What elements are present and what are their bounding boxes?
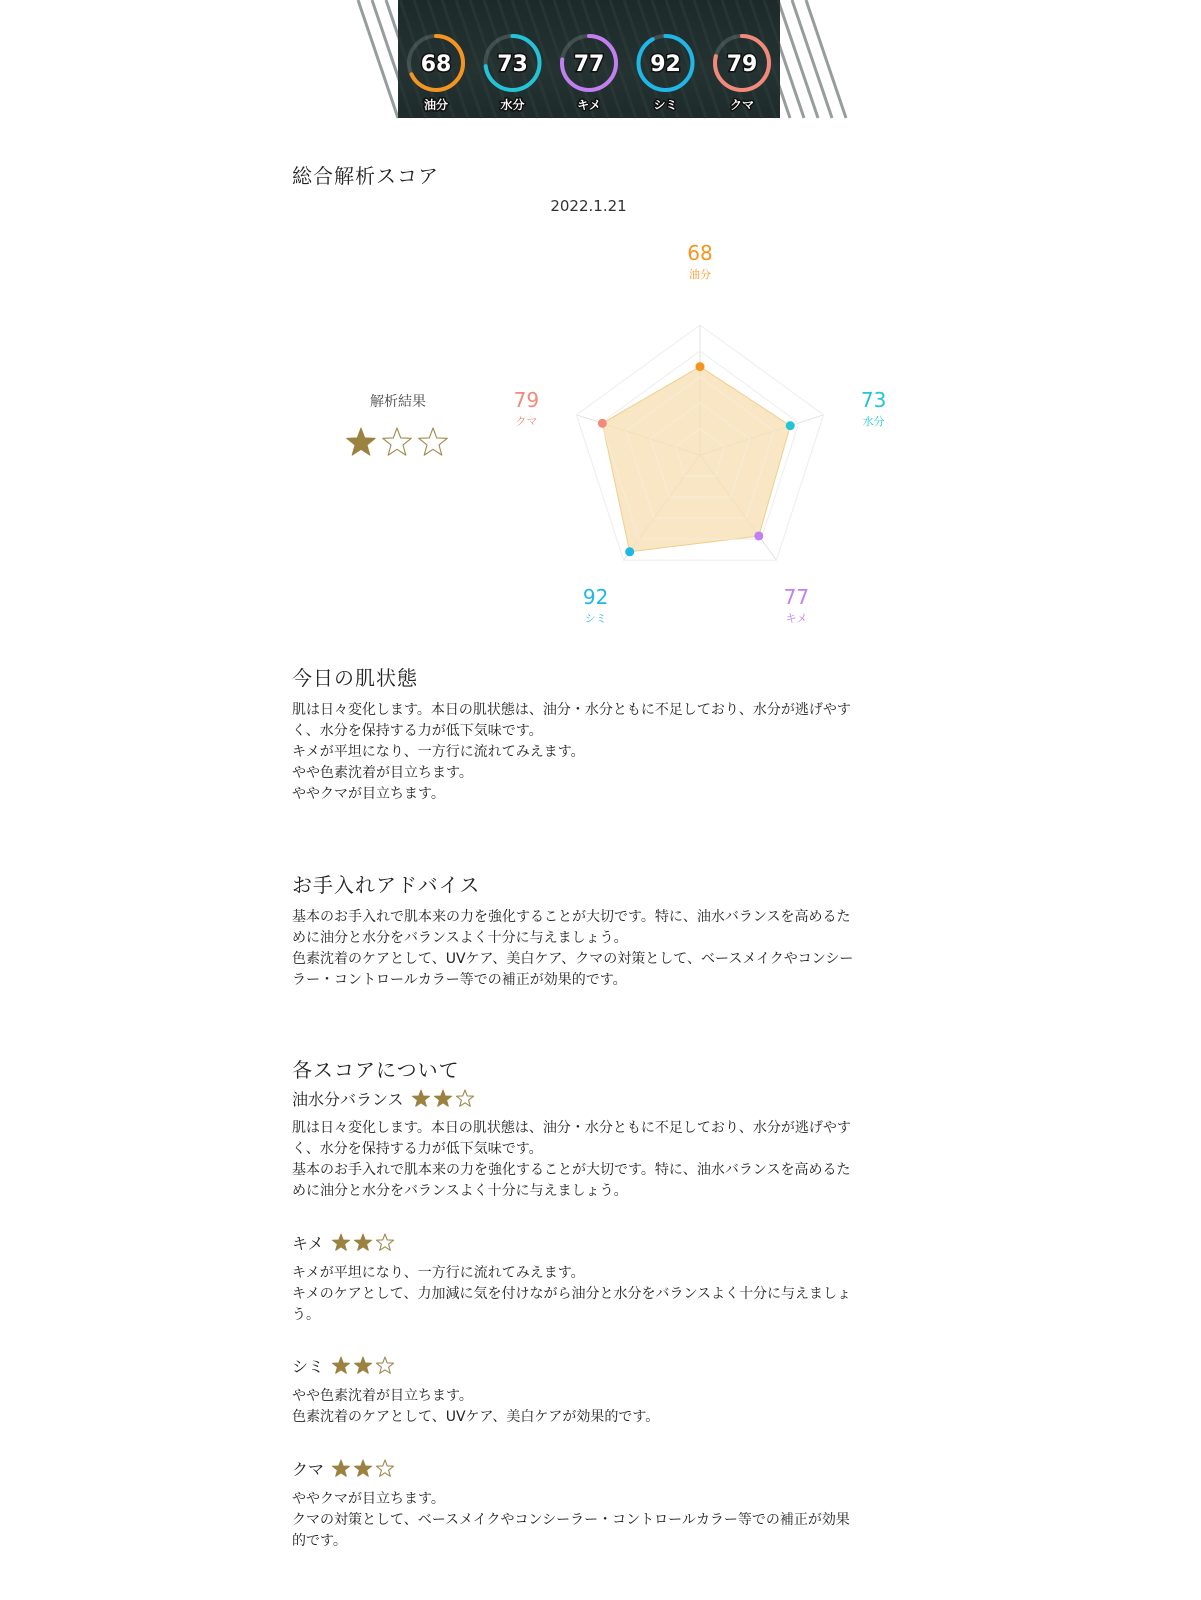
hero-score-ring [639, 36, 693, 112]
oil-water-text [292, 1118, 892, 1202]
kuma-line: ややクマが目立ちます。 [292, 1491, 445, 1507]
radar-series-area [602, 367, 790, 552]
hero-score-label: クマ [729, 98, 755, 112]
radar-value-label: 68 [687, 241, 713, 265]
skin-today-line: 肌は日々変化します。本日の肌状態は、油分・水分ともに不足しており、水分が逃げやす [292, 702, 851, 718]
star-filled-icon [332, 1357, 349, 1373]
skin-today-line: ややクマが目立ちます。 [292, 786, 445, 802]
skin-today-line: く、水分を保持する力が低下気味です。 [292, 723, 543, 739]
star-filled-icon [412, 1090, 429, 1106]
score-item-name: クマ [292, 1460, 325, 1479]
score-item-shimi [292, 1354, 396, 1377]
star-empty-icon [419, 428, 448, 455]
score-item-kuma [292, 1457, 396, 1480]
overall-rating-stars [344, 424, 454, 468]
radar-value-label: 79 [513, 387, 540, 412]
radar-point-キメ [754, 531, 763, 540]
radar-value-label: 77 [783, 585, 810, 610]
radar-axis-label: 油分 [689, 268, 711, 281]
radar-axis-label: クマ [515, 414, 538, 428]
radar-axis-label: キメ [785, 612, 808, 626]
hero-score-label: 油分 [423, 98, 449, 112]
radar-value-label: 92 [582, 585, 609, 610]
oil-water-line: 肌は日々変化します。本日の肌状態は、油分・水分ともに不足しており、水分が逃げやす [292, 1120, 851, 1136]
result-label: 解析結果 [370, 394, 426, 410]
advice-line: 基本のお手入れで肌本来の力を強化することが大切です。特に、油水バランスを高めるた [292, 909, 851, 925]
star-filled-icon [354, 1460, 371, 1476]
rating-stars [330, 1232, 396, 1254]
oil-water-line: 基本のお手入れで肌本来の力を強化することが大切です。特に、油水バランスを高めるた [292, 1162, 851, 1178]
hero-score-value: 79 [726, 52, 758, 77]
hero-score-label: シミ [653, 98, 678, 112]
radar-value-label: 73 [860, 387, 887, 412]
oil-water-line: く、水分を保持する力が低下気味です。 [292, 1141, 543, 1157]
score-item-name: 油水分バランス [292, 1090, 404, 1109]
score-item-name: キメ [292, 1234, 324, 1253]
score-item-oil-water [292, 1087, 476, 1110]
shimi-line: やや色素沈着が目立ちます。 [292, 1388, 473, 1404]
overall-score-title: 総合解析スコア [292, 164, 439, 188]
star-empty-icon [376, 1357, 393, 1373]
star-empty-icon [376, 1234, 393, 1250]
radar-point-水分 [786, 421, 795, 430]
analysis-date: 2022.1.21 [550, 197, 627, 215]
rating-stars [410, 1088, 476, 1110]
advice-line: ラー・コントロールカラー等での補正が効果的です。 [292, 972, 627, 988]
star-filled-icon [332, 1234, 349, 1250]
radar-axis-label: 水分 [862, 414, 885, 428]
kuma-text [292, 1489, 892, 1552]
skin-today-line: やや色素沈着が目立ちます。 [292, 765, 473, 781]
star-empty-icon [383, 428, 412, 455]
shimi-text [292, 1386, 892, 1428]
radar-point-クマ [598, 419, 607, 428]
kime-line: キメのケアとして、力加減に気を付けながら油分と水分をバランスよく十分に与えましょ [292, 1286, 852, 1302]
star-filled-icon [354, 1234, 371, 1250]
star-filled-icon [332, 1460, 349, 1476]
kuma-line: 的です。 [292, 1533, 347, 1549]
hero-score-value: 73 [497, 52, 528, 77]
star-empty-icon [376, 1460, 393, 1476]
hero-score-value: 77 [573, 52, 605, 77]
hero-score-rings [398, 0, 780, 118]
shimi-line: 色素沈着のケアとして、UVケア、美白ケアが効果的です。 [292, 1409, 660, 1425]
score-item-kime [292, 1231, 396, 1254]
advice-title: お手入れアドバイス [292, 873, 481, 897]
star-empty-icon [456, 1090, 473, 1106]
star-filled-icon [354, 1357, 371, 1373]
radar-axis-label: シミ [584, 612, 607, 626]
advice-line: めに油分と水分をバランスよく十分に与えましょう。 [292, 930, 628, 946]
radar-chart [500, 235, 900, 626]
kime-text [292, 1263, 892, 1326]
advice-line: 色素沈着のケアとして、UVケア、美白ケア、クマの対策として、ベースメイクやコンシー [292, 951, 854, 967]
score-item-name: シミ [292, 1357, 325, 1376]
radar-point-シミ [625, 547, 634, 556]
kuma-line: クマの対策として、ベースメイクやコンシーラー・コントロールカラー等での補正が効果 [292, 1512, 850, 1528]
advice-text [292, 907, 892, 991]
radar-point-油分 [696, 362, 705, 371]
hero-score-label: 水分 [500, 98, 525, 112]
rating-stars [330, 1458, 396, 1480]
rating-stars [330, 1355, 396, 1377]
kime-line: キメが平坦になり、一方行に流れてみえます。 [292, 1265, 585, 1281]
scores-about-title: 各スコアについて [292, 1058, 460, 1082]
face-photo-strip [398, 0, 780, 118]
skin-today-line: キメが平坦になり、一方行に流れてみえます。 [292, 744, 585, 760]
oil-water-line: めに油分と水分をバランスよく十分に与えましょう。 [292, 1183, 628, 1199]
star-filled-icon [434, 1090, 451, 1106]
hero-score-value: 92 [650, 52, 681, 77]
kime-line: う。 [292, 1307, 320, 1323]
skin-today-title: 今日の肌状態 [292, 666, 418, 690]
skin-today-text [292, 700, 892, 805]
star-filled-icon [347, 428, 376, 455]
hero-score-value: 68 [420, 52, 452, 77]
hero-score-label: キメ [577, 98, 601, 112]
